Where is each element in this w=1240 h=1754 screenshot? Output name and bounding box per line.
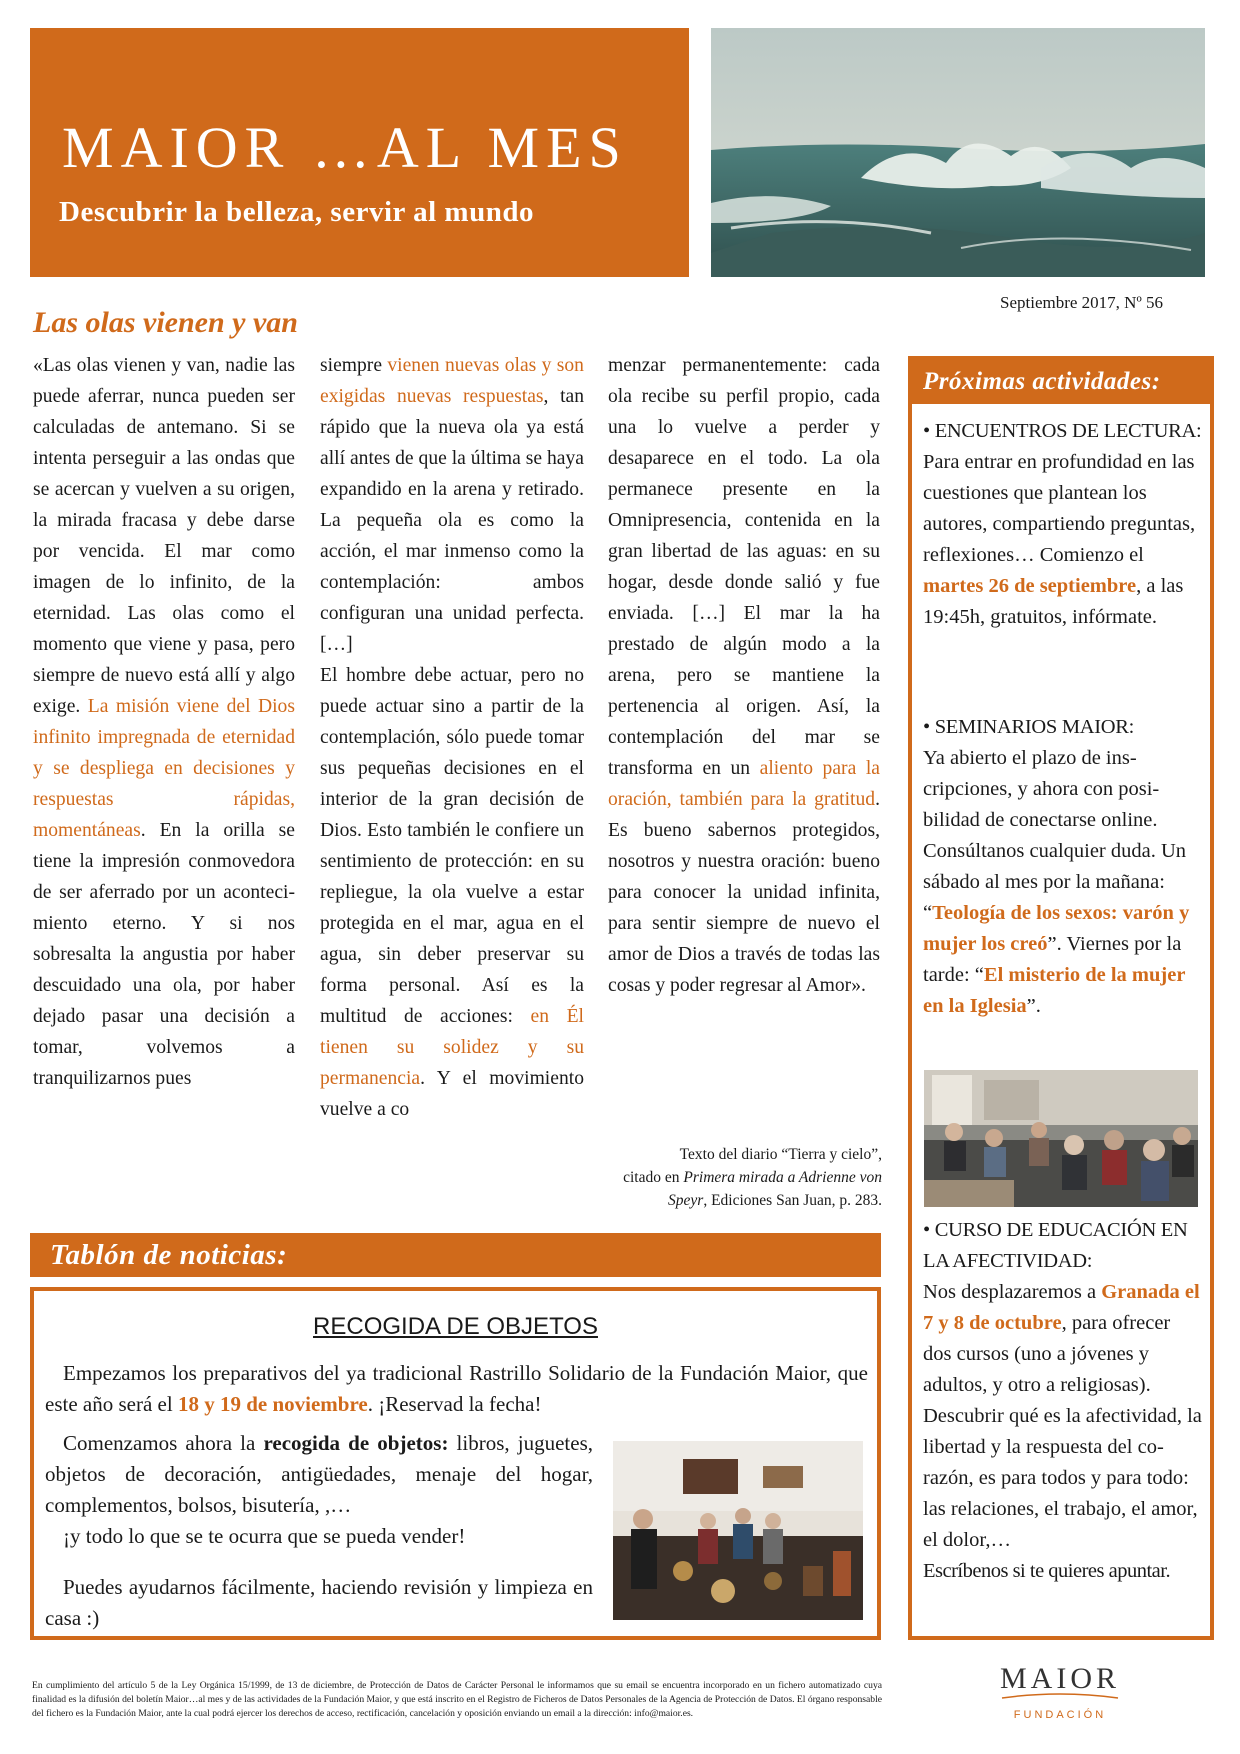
activity-text: ”. Viernes por la tarde: “ <box>923 933 1182 986</box>
newsletter-title: MAIOR …AL MES <box>62 115 628 180</box>
notice-title: RECOGIDA DE OBJETOS <box>313 1313 598 1340</box>
activity-call-to-action: Escríbenos si te quieres apuntar. <box>923 1560 1171 1582</box>
article-title: Las olas vienen y van <box>33 306 298 339</box>
news-board <box>30 1287 881 1640</box>
activity-text: , para ofrecer dos cursos (uno a jóvenes y adultos, y otro a religiosas). Descubrir qué es la afectividad, la libertad y la respuesta del corazón, es para todos y para todo: las relaciones, el trabajo, el amor, el dolor,… <box>923 1312 1202 1551</box>
notice-text: Comenzamos ahora la <box>63 1431 264 1455</box>
activity-text: Ya abierto el plazo de inscripciones, y ahora con posibilidad de conectarse online. Consúltanos cualquier duda. Un sábado al mes por la mañana: “ <box>923 747 1187 924</box>
article-text: . Es bueno sabernos protegidos, nosotros y nuestra oración: bueno para conocer la unidad infinita, para sentir siempre de nuevo el amor de Dios a través de todas las cosas y poder regresar al Amor». <box>608 789 880 996</box>
notice-text: Empezamos los preparativos del ya tradicional Rastrillo Solidario de la Fundación Maior, que este año será el <box>45 1361 868 1416</box>
article-paragraph <box>320 350 584 660</box>
sea-painting-image <box>711 28 1205 277</box>
article-paragraph <box>320 660 584 1125</box>
activity-title: • CURSO DE EDUCACIÓN EN LA AFECTIVIDAD: <box>923 1219 1188 1272</box>
masthead-banner <box>30 28 689 277</box>
activity-text: Para entrar en profundidad en las cuestiones que plantean los autores, compartiendo preguntas, reflexiones… Comienzo el <box>923 451 1196 566</box>
fundacion-maior-logo <box>980 1652 1140 1732</box>
issue-date: Septiembre 2017, Nº 56 <box>1000 293 1163 312</box>
article-text: siempre <box>320 355 388 376</box>
source-line: Texto del diario “Tierra y cielo”, <box>679 1146 882 1163</box>
article-paragraph <box>33 350 295 1094</box>
article-text: . En la orilla se tiene la impresión conmovedora de ser aferrado por un acontecimiento eterno. Y si nos sobresalta la angustia por haber descuidado una ola, por haber dejado pasar una decisión a tomar, volvemos a tranquilizarnos pues <box>33 820 295 1089</box>
activity-reading-meetings <box>923 416 1203 633</box>
notice-paragraph <box>45 1428 593 1552</box>
notice-text: ¡y todo lo que se te ocurra que se pueda vender! <box>63 1524 466 1548</box>
activity-text: ”. <box>1026 995 1041 1017</box>
source-text: citado en <box>623 1169 684 1186</box>
article-paragraph <box>608 350 880 1001</box>
logo-name: MAIOR <box>999 1662 1121 1695</box>
notice-paragraph: Puedes ayudarnos fácilmente, haciendo revisión y limpieza en casa :) <box>45 1575 593 1630</box>
sidebar-heading: Próximas actividades: <box>912 360 1210 404</box>
quote-source <box>600 1143 882 1212</box>
seminar-title-1: Teología de los sexos: varón y mujer los creó <box>923 902 1190 955</box>
highlight-text: vienen nuevas olas y son exigidas nuevas respuestas <box>320 355 584 407</box>
market-stall-photo <box>613 1441 863 1620</box>
article-column-2 <box>320 350 584 1125</box>
article-text: . Y el movimiento vuelve a co <box>320 1068 584 1120</box>
activity-title: • ENCUENTROS DE LECTURA: <box>923 420 1202 442</box>
highlight-text: aliento para la oración, también para la gratitud <box>608 758 880 810</box>
news-board-heading: Tablón de noticias: <box>30 1233 881 1277</box>
article-column-1 <box>33 350 295 1094</box>
seminar-photo <box>924 1070 1198 1207</box>
activity-title: • SEMINARIOS MAIOR: <box>923 716 1135 738</box>
highlight-text: en Él tienen su solidez y su permanencia <box>320 1006 584 1089</box>
article-text: , tan rápido que la nueva ola ya está allí antes de que la última se haya expandido en la arena y retirado. La pequeña ola es como la acción, el mar inmenso como la contemplación: ambos configuran una unidad perfecta. […] <box>320 386 585 655</box>
source-text: , Ediciones San Juan, p. 283. <box>703 1192 882 1209</box>
newsletter-tagline: Descubrir la belleza, servir al mundo <box>59 196 534 228</box>
activity-description <box>923 1277 1203 1556</box>
activity-place-date: Granada el 7 y 8 de octubre <box>923 1281 1200 1334</box>
activities-sidebar <box>908 356 1214 1640</box>
article-text: «Las olas vienen y van, nadie las puede aferrar, nunca pueden ser calculadas de antemano. Si se intenta perseguir a las ondas que se acercan y vuelven a su origen, la mirada fracasa y debe darse por vencida. El mar como imagen de lo infinito, de la eternidad. Las olas como el momento que viene y pasa, pero siempre de nuevo está allí y algo exige. <box>33 355 295 717</box>
activity-seminars <box>923 712 1203 1022</box>
notice-text: libros, juguetes, objetos de decoración, antigüedades, menaje del hogar, complementos, bolsos, bisutería, ,… <box>45 1431 593 1517</box>
article-column-3 <box>608 350 880 1001</box>
data-protection-notice: En cumplimiento del artículo 5 de la Ley Orgánica 15/1999, de 13 de diciembre, de Protección de Datos de Carácter Personal le informamos que su email se encuentra incorporado en un fichero automatizado cuya finalidad es la difusión del boletín Maior…al mes y de las actividades de la Fundación Maior, y que está inscrito en el Registro de Ficheros de Datos Personales de la Agencia de Protección de Datos. El órgano responsable del fichero es la Fundación Maior, ante la cual podrá ejercer los derechos de acceso, rectificación, cancelación y oposición enviando un email a la dirección: info@maior.es. <box>32 1680 882 1719</box>
seminar-title-2: El misterio de la mujer en la Iglesia <box>923 964 1186 1017</box>
article-text: menzar permanentemente: cada ola recibe su perfil propio, cada una lo vuelve a perder y desaparece en el todo. La ola permanece presente en la Omnipresencia, contenida en la gran libertad de las aguas: en su hogar, desde donde salió y fue enviada. […] El mar la ha prestado de algún modo a la arena, pero se mantiene la pertenencia al origen. Así, la contemplación del mar se transforma en un <box>608 355 880 779</box>
activity-date: martes 26 de septiembre <box>923 575 1137 597</box>
activity-affectivity-course <box>923 1215 1203 1587</box>
notice-bold-text: recogida de objetos: <box>263 1431 449 1455</box>
notice-text: . ¡Reservad la fecha! <box>367 1392 542 1416</box>
activity-description <box>923 447 1203 633</box>
highlight-text: La misión viene del Dios infinito impregnada de eternidad y se despliega en decisiones y respuestas rápidas, momentáneas <box>33 696 295 841</box>
activity-description <box>923 743 1203 1022</box>
notice-paragraph <box>45 1358 868 1420</box>
logo-subtitle: FUNDACIÓN <box>1013 1709 1107 1721</box>
activity-text: Nos desplazaremos a <box>923 1281 1102 1303</box>
activity-text: , a las 19:45h, gratuitos, infórmate. <box>923 575 1184 628</box>
source-book-title: Primera mirada a Adrienne von Speyr <box>668 1169 882 1209</box>
article-text: El hombre debe actuar, pero no puede actuar sino a partir de la contemplación, sólo puede tomar sus pequeñas decisiones en el interior de la gran decisión de Dios. Esto también le confiere un sentimiento de protección: en su repliegue, la ola vuelve a estar protegida en el mar, agua en el agua, sin deber preservar su forma personal. Así es la multitud de acciones: <box>320 665 584 1027</box>
notice-date: 18 y 19 de noviembre <box>177 1392 368 1416</box>
